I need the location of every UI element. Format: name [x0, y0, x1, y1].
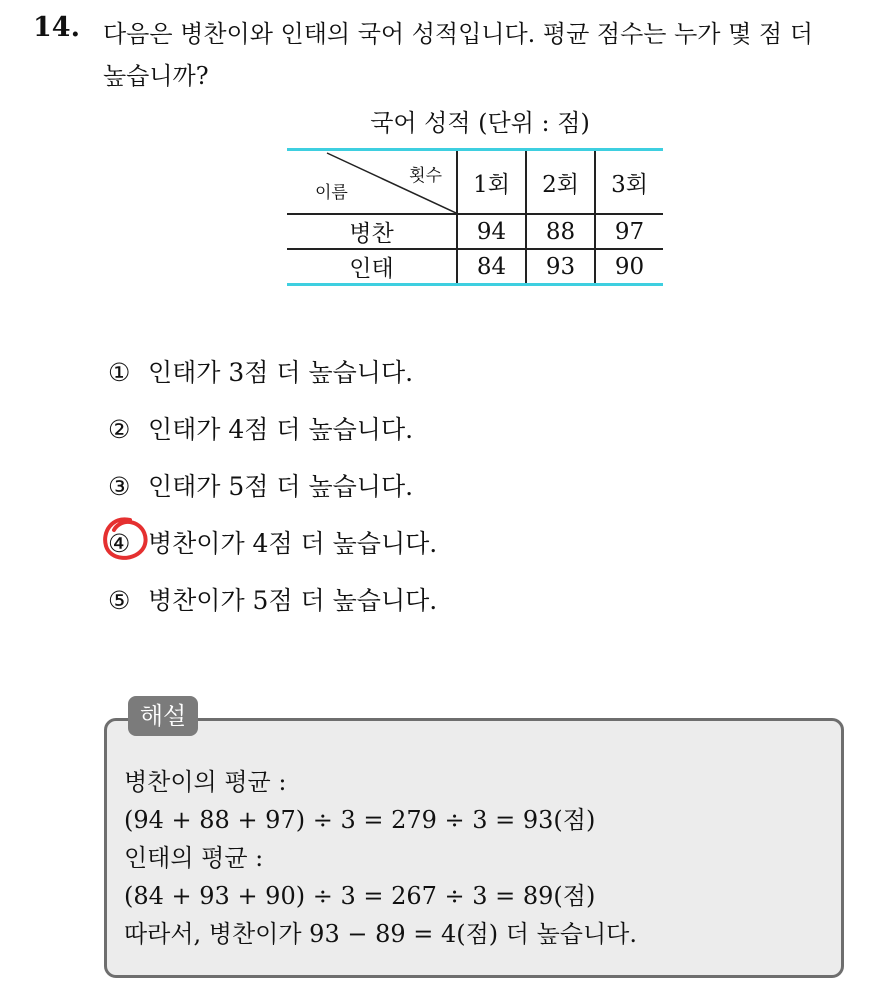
- table-row: [287, 214, 663, 249]
- choice-mark: ③: [108, 472, 131, 501]
- table-row: [287, 249, 663, 285]
- choice-3[interactable]: [108, 467, 413, 503]
- choice-text: 병찬이가 4점 더 높습니다.: [148, 529, 438, 558]
- score-table: [287, 148, 663, 286]
- choice-5[interactable]: [108, 581, 437, 617]
- choice-mark: ①: [108, 358, 131, 387]
- column-header: 2회: [526, 150, 595, 215]
- table-corner-cell: [287, 150, 457, 215]
- choice-text: 인태가 3점 더 높습니다.: [148, 358, 414, 387]
- choice-text: 병찬이가 5점 더 높습니다.: [148, 586, 438, 615]
- corner-label-count: 횟수: [409, 166, 442, 186]
- choice-1[interactable]: [108, 353, 413, 389]
- score-cell: 90: [595, 249, 663, 285]
- choice-mark: ②: [108, 415, 131, 444]
- solution-tag: 해설: [128, 696, 198, 736]
- choice-text: 인태가 5점 더 높습니다.: [148, 472, 414, 501]
- solution-line: (94 + 88 + 97) ÷ 3 = 279 ÷ 3 = 93(점): [124, 806, 596, 834]
- score-cell: 94: [457, 214, 526, 249]
- row-name: 인태: [287, 249, 457, 285]
- choice-2[interactable]: [108, 410, 413, 446]
- score-cell: 84: [457, 249, 526, 285]
- question-text-line-1: 다음은 병찬이와 인태의 국어 성적입니다. 평균 점수는 누가 몇 점 더: [103, 20, 813, 48]
- column-header: 1회: [457, 150, 526, 215]
- choice-mark: ④: [108, 529, 131, 558]
- question-text-line-2: 높습니까?: [103, 62, 209, 90]
- score-cell: 97: [595, 214, 663, 249]
- question-number: 14.: [33, 12, 80, 43]
- solution-line: 인태의 평균 :: [124, 844, 264, 872]
- choice-mark: ⑤: [108, 586, 131, 615]
- choice-text: 인태가 4점 더 높습니다.: [148, 415, 414, 444]
- table-caption: 국어 성적 (단위 : 점): [370, 109, 590, 137]
- corner-label-name: 이름: [315, 183, 348, 203]
- score-cell: 93: [526, 249, 595, 285]
- choice-4[interactable]: [108, 524, 437, 560]
- column-header: 3회: [595, 150, 663, 215]
- answer-circle-icon: [100, 514, 150, 564]
- solution-line: (84 + 93 + 90) ÷ 3 = 267 ÷ 3 = 89(점): [124, 882, 596, 910]
- score-cell: 88: [526, 214, 595, 249]
- solution-line: 따라서, 병찬이가 93 − 89 = 4(점) 더 높습니다.: [124, 920, 637, 948]
- row-name: 병찬: [287, 214, 457, 249]
- solution-line: 병찬이의 평균 :: [124, 768, 287, 796]
